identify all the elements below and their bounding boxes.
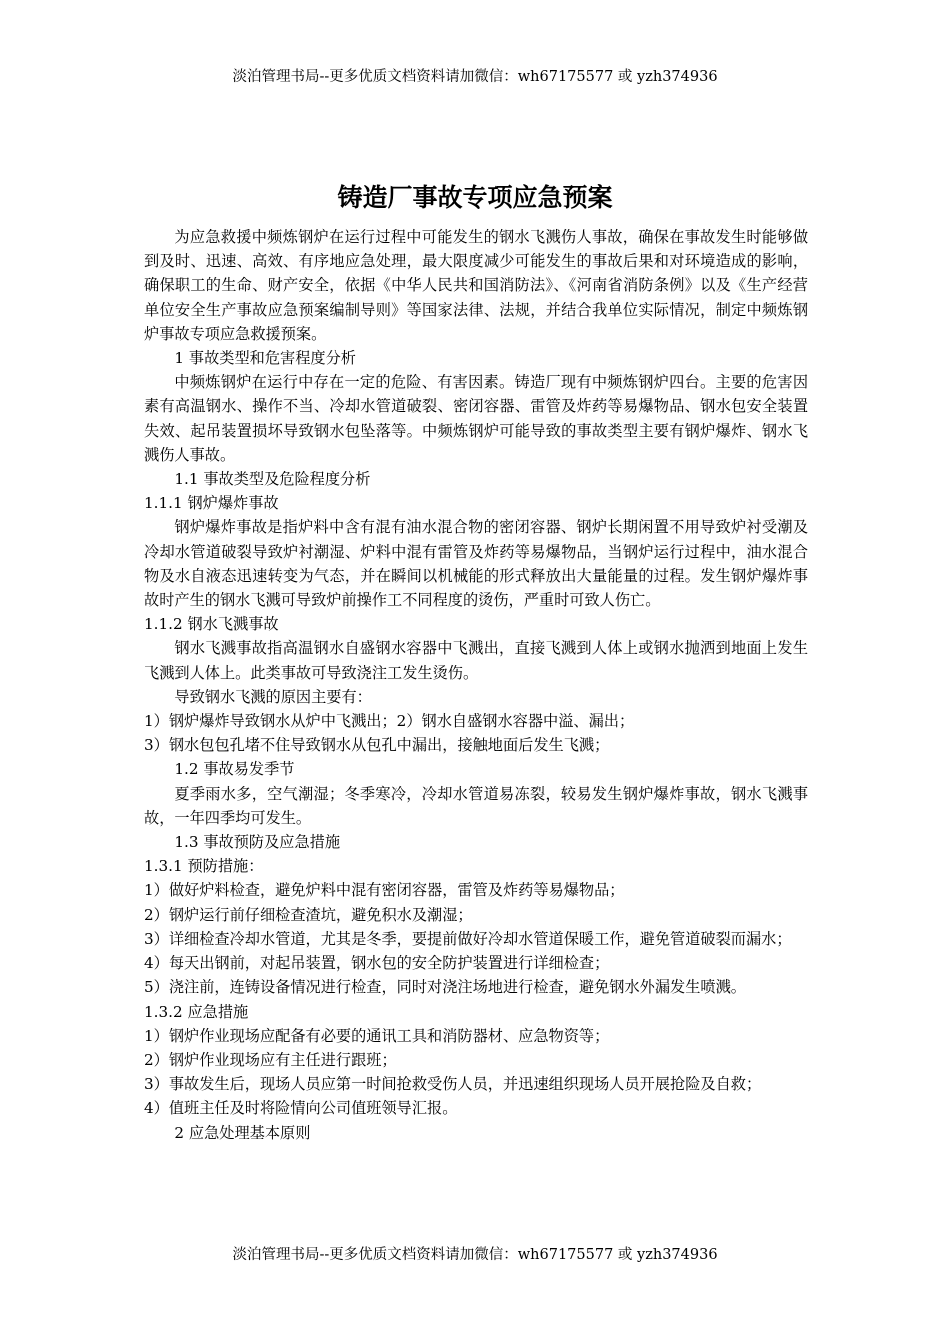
- list-item: 1）钢炉作业现场应配备有必要的通讯工具和消防器材、应急物资等；: [144, 1026, 610, 1045]
- page-header: 淡泊管理书局--更多优质文档资料请加微信：wh67175577 或 yzh374936: [232, 69, 718, 85]
- paragraph: 为应急救援中频炼钢炉在运行过程中可能发生的钢水飞溅伤人事故，确保在事故发生时能够做到及时、迅速、高效、有序地应急处理，最大限度减少可能发生的事故后果和对环境造成的影响，确保职工的生命、财产安全，依据《中华人民共和国消防法》、《河南省消防条例》以及《生产经营单位安全生产事故应急预案编制导则》等国家法律、法规，并结合我单位实际情况，制定中频炼钢炉事故专项应急救援预案。: [144, 228, 808, 343]
- paragraph: 钢炉爆炸事故是指炉料中含有混有油水混合物的密闭容器、钢炉长期闲置不用导致炉衬受潮及冷却水管道破裂导致炉衬潮湿、炉料中混有雷管及炸药等易爆物品，当钢炉运行过程中，油水混合物及水自液态迅速转变为气态，并在瞬间以机械能的形式释放出大量能量的过程。发生钢炉爆炸事故时产生的钢水飞溅可导致炉前操作工不同程度的烫伤，严重时可致人伤亡。: [144, 518, 808, 610]
- paragraph: 中频炼钢炉在运行中存在一定的危险、有害因素。铸造厂现有中频炼钢炉四台。主要的危害因素有高温钢水、操作不当、冷却水管道破裂、密闭容器、雷管及炸药等易爆物品、钢水包安全装置失效、起吊装置损坏导致钢水包坠落等。中频炼钢炉可能导致的事故类型主要有钢炉爆炸、钢水飞溅伤人事故。: [144, 373, 808, 464]
- section-heading: 1 事故类型和危害程度分析: [174, 349, 356, 368]
- list-item: 2）钢炉运行前仔细检查渣坑，避免积水及潮湿；: [144, 905, 473, 924]
- paragraph: 钢水飞溅事故指高温钢水自盛钢水容器中飞溅出，直接飞溅到人体上或钢水抛洒到地面上发生飞溅到人体上。此类事故可导致浇注工发生烫伤。: [144, 639, 808, 682]
- section-heading: 1.3 事故预防及应急措施: [174, 833, 341, 852]
- section-heading: 1.2 事故易发季节: [174, 760, 295, 779]
- paragraph: 夏季雨水多，空气潮湿；冬季寒冷，冷却水管道易冻裂，较易发生钢炉爆炸事故，钢水飞溅事故，一年四季均可发生。: [144, 784, 808, 827]
- section-heading: 1.3.2 应急措施: [144, 1002, 249, 1021]
- document-title: 铸造厂事故专项应急预案: [337, 183, 613, 212]
- list-item: 3）详细检查冷却水管道，尤其是冬季，要提前做好冷却水管道保暖工作，避免管道破裂而漏水；: [144, 929, 792, 948]
- paragraph: 导致钢水飞溅的原因主要有：: [174, 687, 372, 706]
- list-item: 3）钢水包包孔堵不住导致钢水从包孔中漏出，接触地面后发生飞溅；: [144, 736, 610, 755]
- list-item: 2）钢炉作业现场应有主任进行跟班；: [144, 1050, 397, 1069]
- section-heading: 1.1.2 钢水飞溅事故: [144, 615, 279, 634]
- list-item: 5）浇注前，连铸设备情况进行检查，同时对浇注场地进行检查，避免钢水外漏发生喷溅。: [144, 978, 746, 997]
- list-item: 4）每天出钢前，对起吊装置，钢水包的安全防护装置进行详细检查；: [144, 954, 610, 973]
- section-heading: 1.1 事故类型及危险程度分析: [174, 470, 371, 489]
- page-footer: 淡泊管理书局--更多优质文档资料请加微信：wh67175577 或 yzh374936: [232, 1247, 718, 1263]
- list-item: 1）钢炉爆炸导致钢水从炉中飞溅出；2）钢水自盛钢水容器中溢、漏出；: [144, 712, 635, 731]
- section-heading: 1.1.1 钢炉爆炸事故: [144, 494, 279, 513]
- document-body: [144, 225, 808, 1145]
- section-heading: 2 应急处理基本原则: [174, 1123, 311, 1142]
- list-item: 4）值班主任及时将险情向公司值班领导汇报。: [144, 1099, 458, 1118]
- section-heading: 1.3.1 预防措施：: [144, 857, 264, 876]
- list-item: 3）事故发生后，现场人员应第一时间抢救受伤人员，并迅速组织现场人员开展抢险及自救；: [144, 1075, 762, 1094]
- list-item: 1）做好炉料检查，避免炉料中混有密闭容器，雷管及炸药等易爆物品；: [144, 881, 625, 900]
